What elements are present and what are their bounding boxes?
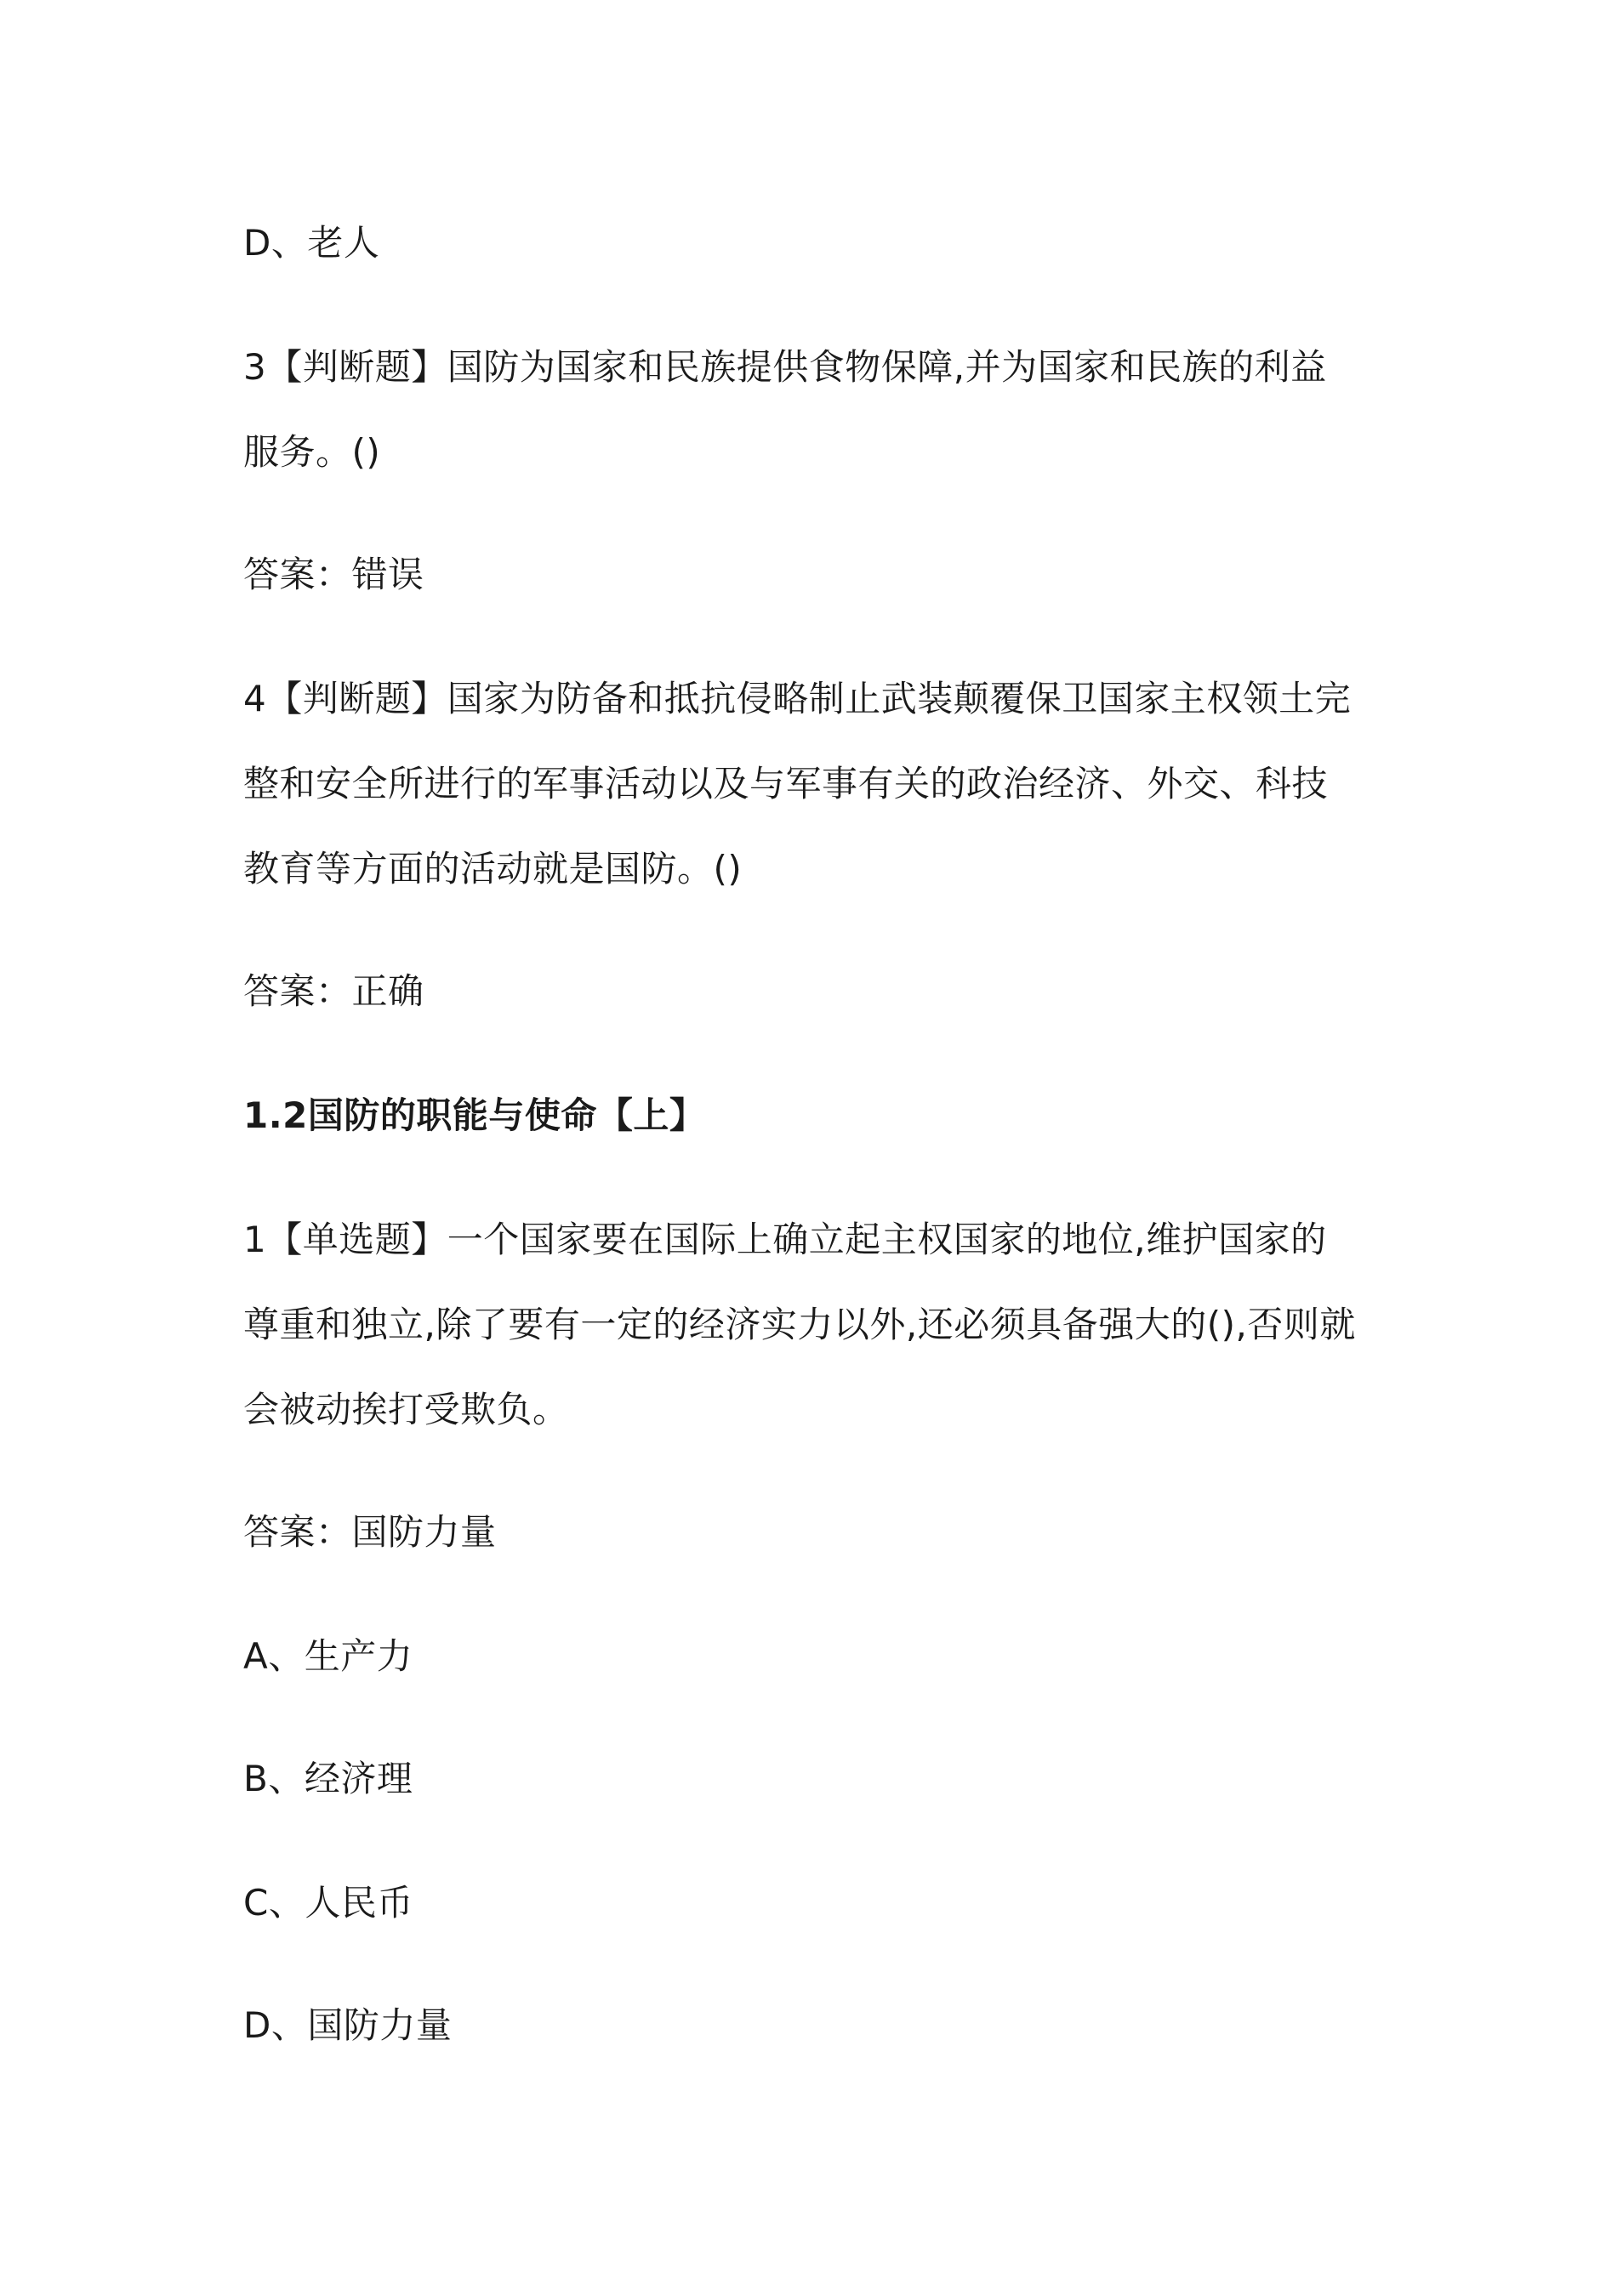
- section-heading: 1.2国防的职能与使命【上】: [243, 1094, 706, 1136]
- answer-4: 答案：正确: [243, 970, 424, 1012]
- answer-3: 答案：错误: [243, 554, 424, 595]
- question-1-line-1: 1【单选题】一个国家要在国际上确立起主权国家的地位,维护国家的: [243, 1219, 1327, 1260]
- question-1-line-3: 会被动挨打受欺负。: [243, 1389, 569, 1430]
- question-4-line-3: 教育等方面的活动就是国防。(): [243, 848, 743, 889]
- answer-1: 答案：国防力量: [243, 1511, 497, 1553]
- option-b: B、经济理: [243, 1758, 413, 1799]
- option-d: D、国防力量: [243, 2004, 453, 2046]
- option-a: A、生产力: [243, 1635, 413, 1677]
- option-d-elderly: D、老人: [243, 222, 380, 264]
- question-4-line-1: 4【判断题】国家为防备和抵抗侵略制止武装颠覆保卫国家主权领土完: [243, 678, 1352, 719]
- option-c: C、人民币: [243, 1882, 413, 1924]
- question-3-line-2: 服务。(): [243, 431, 381, 473]
- question-1-line-2: 尊重和独立,除了要有一定的经济实力以外,还必须具备强大的(),否则就: [243, 1304, 1356, 1345]
- question-3-line-1: 3【判断题】国防为国家和民族提供食物保障,并为国家和民族的利益: [243, 346, 1327, 388]
- question-4-line-2: 整和安全所进行的军事活动以及与军事有关的政治经济、外交、科技: [243, 763, 1329, 804]
